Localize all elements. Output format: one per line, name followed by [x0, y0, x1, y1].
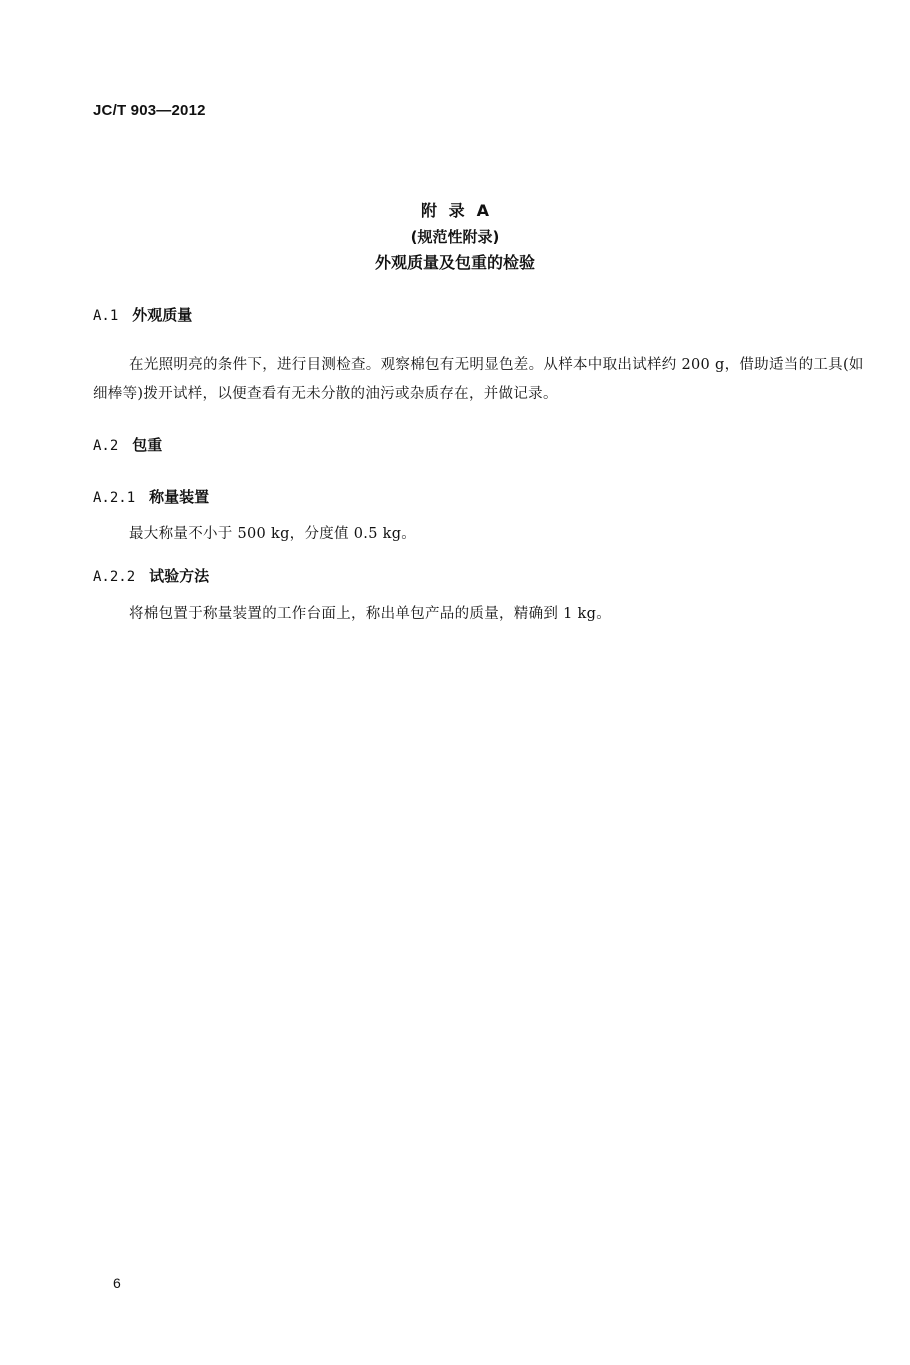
annex-heading [0, 198, 910, 276]
standard-code: JC/T 903—2012 [93, 102, 206, 119]
annex-title-letter: A [476, 201, 489, 220]
annex-title [0, 198, 910, 224]
section-a22-heading [93, 565, 209, 586]
section-a1-text: 在光照明亮的条件下，进行目测检查。观察棉包有无明显色差。从样本中取出试样约 200 g，借助适当的工具(如细棒等)拨开试样，以便查看有无未分散的油污或杂质存在，并做记录。 [93, 357, 864, 402]
section-a22-number: A.2.2 [93, 569, 136, 585]
section-a21-title: 称量装置 [149, 488, 210, 506]
section-a21-number: A.2.1 [93, 490, 136, 506]
section-a2-heading [93, 434, 162, 455]
annex-subject: 外观质量及包重的检验 [374, 253, 535, 272]
section-a2-number: A.2 [93, 438, 119, 454]
section-a1-title: 外观质量 [132, 306, 193, 324]
section-a22-text: 将棉包置于称量装置的工作台面上，称出单包产品的质量，精确到 1 kg。 [129, 606, 612, 622]
section-a21-heading [93, 486, 209, 507]
section-a21-text: 最大称量不小于 500 kg，分度值 0.5 kg。 [129, 526, 417, 542]
page-number: 6 [113, 1275, 121, 1291]
annex-type: (规范性附录) [410, 228, 500, 246]
annex-title-word: 附 录 [421, 201, 465, 220]
section-a22-title: 试验方法 [149, 567, 210, 585]
section-a2-title: 包重 [132, 436, 163, 454]
section-a1-number: A.1 [93, 308, 119, 324]
section-a1-heading [93, 304, 192, 325]
